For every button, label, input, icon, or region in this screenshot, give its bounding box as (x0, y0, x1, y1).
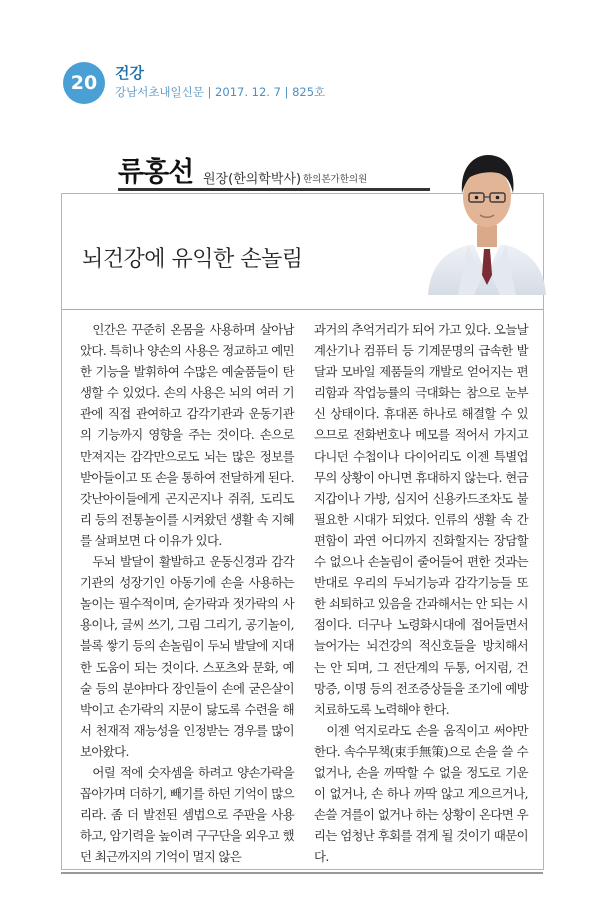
bottom-rule (61, 872, 543, 874)
author-portrait (424, 145, 550, 295)
title-rule (62, 309, 543, 310)
author-name: 류홍선 (118, 157, 194, 188)
page-number: 20 (70, 72, 98, 94)
page-number-badge (63, 62, 105, 104)
author-clinic: 한의본가한의원 (303, 174, 368, 185)
paragraph: 인간은 꾸준히 온몸을 사용하며 살아남았다. 특히나 양손의 사용은 정교하고 예민한 기능을 발휘하여 수많은 예술품들이 탄생할 수 있었다. 손의 사용은 뇌의 여러 기관에 직접 관여하고 감각기관과 운동기관의 기능까지 영향을 주는 것이다. 손으로 만져지는 감각만으로도 뇌는 많은 정보를 받아들이고 또 손을 통하여 전달하게 된다. 갓난아이들에게 곤지곤지나 쥐쥐, 도리도리 등의 전통놀이를 시켜왔던 생활 속 지혜를 살펴보면 다 이유가 있다. (80, 322, 294, 548)
paragraph: 과거의 추억거리가 되어 가고 있다. 오늘날 계산기나 컴퓨터 등 기계문명의 급속한 발달과 모바일 제품들의 개발로 얻어지는 편리함과 작업능률의 극대화는 참으로 눈부신 상태이다. 휴대폰 하나로 해결할 수 있으므로 전화번호나 메모를 적어서 가지고 다니던 수첩이나 다이어리도 이젠 특별업무의 상황이 아니면 휴대하지 않는다. 현금지갑이나 가방, 심지어 신용카드조차도 불필요한 시대가 되었다. 인류의 생활 속 간편함이 과연 어디까지 진화할지는 장담할 수 없으나 손놀림이 줄어들어 편한 것과는 반대로 우리의 두뇌기능과 감각기능들 또한 쇠퇴하고 있음을 간과해서는 안 되는 시점이다. 더구나 노령화시대에 접어들면서 늘어가는 뇌건강의 적신호들을 방치해서는 안 되며, 그 전단계의 두통, 어지럼, 건망증, 이명 등의 전조증상들을 조기에 예방치료하도록 노력해야 한다. (314, 322, 528, 717)
paragraph: 어릴 적에 숫자셈을 하려고 양손가락을 꼽아가며 더하기, 빼기를 하던 기억이 많으리라. 좀 더 발전된 셈법으로 주판을 사용하고, 암기력을 높이려 구구단을 외우고 했던 최근까지의 기억이 멀지 않은 (80, 764, 294, 865)
author-title: 원장(한의학박사) (203, 172, 302, 187)
paragraph: 이젠 억지로라도 손을 움직이고 써야만 한다. 속수무책(束手無策)으로 손을 쓸 수 없거나, 손을 까딱할 수 없을 정도로 기운이 없거나, 손 하나 까딱 않고 게으르거나, 손쓸 겨를이 없거나 하는 상황이 온다면 우리는 엄청난 후회를 겪게 될 것이기 때문이다. (314, 722, 528, 865)
article-column-right (314, 319, 528, 867)
paragraph: 두뇌 발달이 활발하고 운동신경과 감각기관의 성장기인 아동기에 손을 사용하는 놀이는 필수적이며, 숟가락과 젓가락의 사용이나, 글씨 쓰기, 그림 그리기, 공기놀이, 블록 쌓기 등의 손놀림이 두뇌 발달에 지대한 도움이 되는 것이다. 스포츠와 문화, 예술 등의 분야마다 장인들이 손에 굳은살이 박이고 손가락의 지문이 닳도록 수련을 해서 천재적 재능성을 인정받는 경우를 많이 보아왔다. (80, 554, 294, 759)
header-rule (118, 188, 430, 191)
issue-line: 강남서초내일신문 | 2017. 12. 7 | 825호 (115, 85, 326, 99)
article-title: 뇌건강에 유익한 손놀림 (82, 247, 303, 272)
section-name: 건강 (115, 64, 144, 82)
article-column-left (80, 319, 294, 867)
